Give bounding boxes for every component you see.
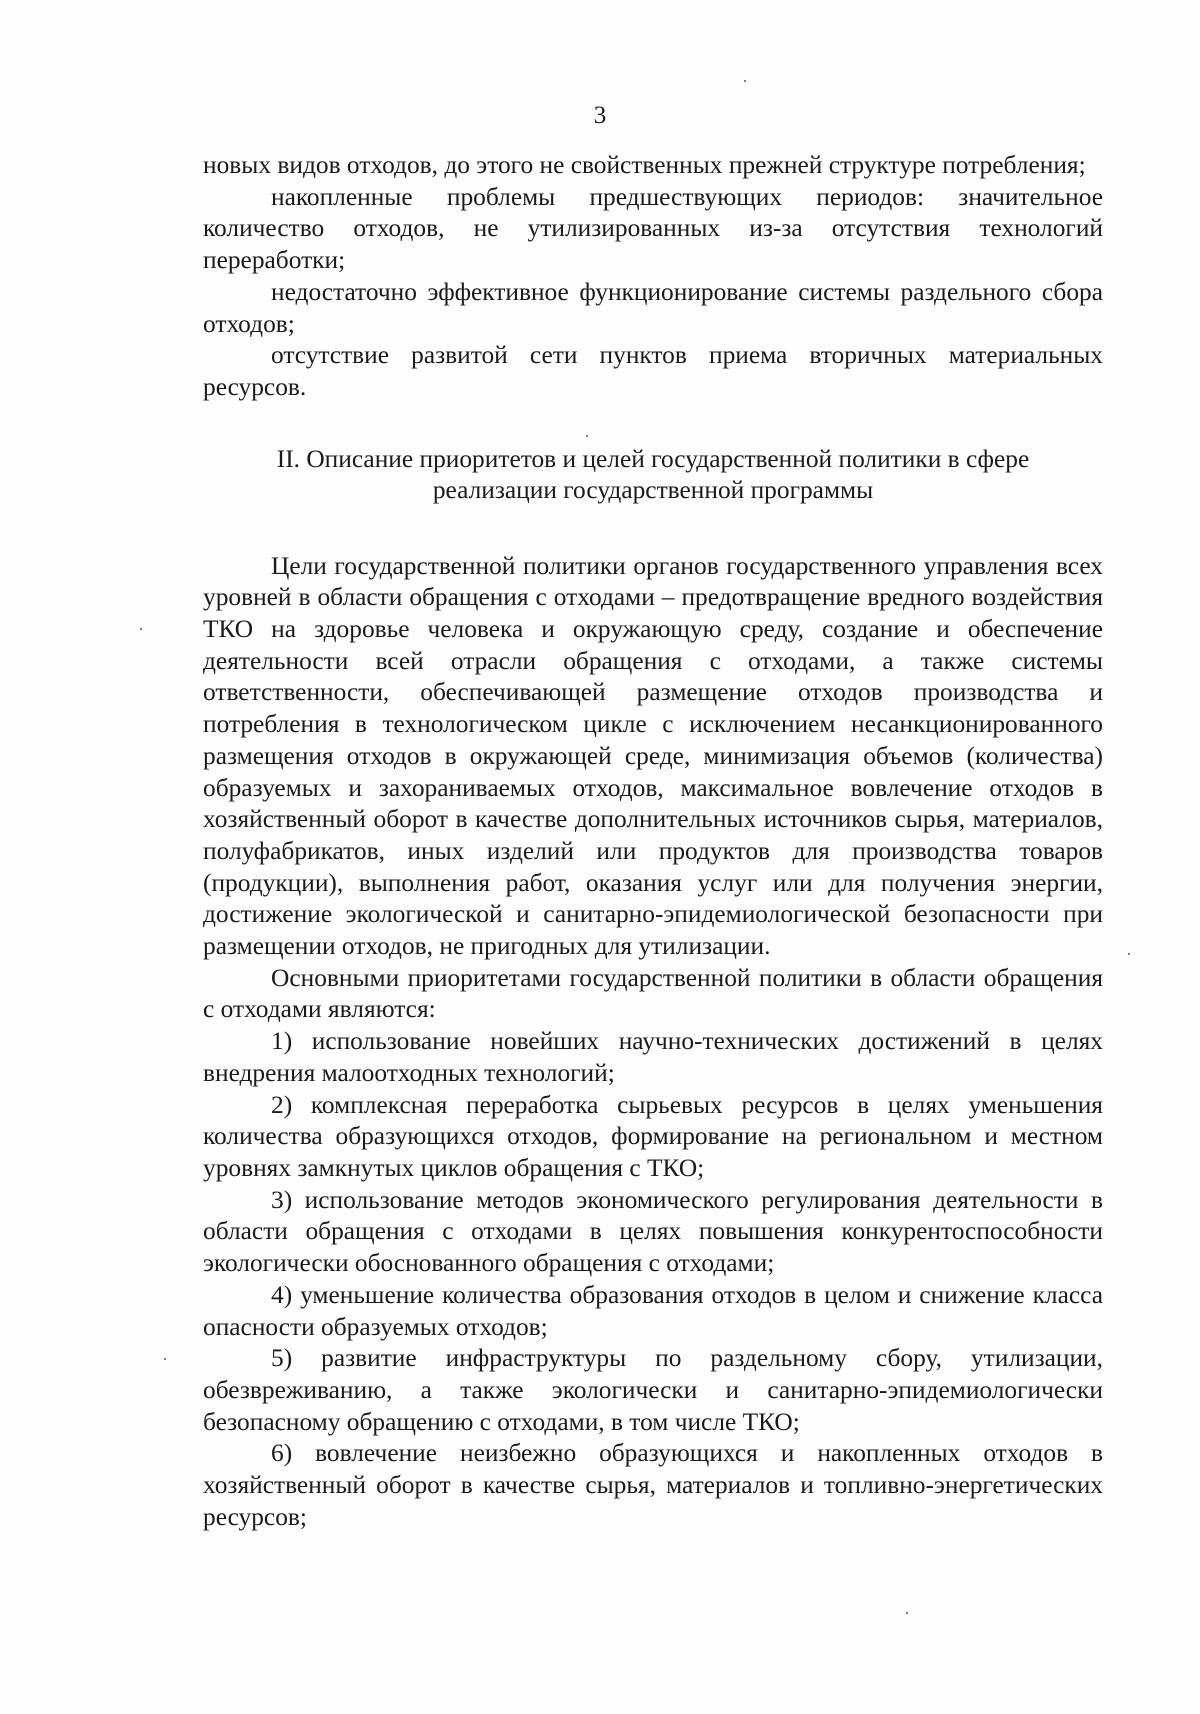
paragraph-accumulated-problems: накопленные проблемы предшествующих периодов: значительное количество отходов, не утилизированных из-за отсутствия технологий переработки; [203, 182, 1103, 275]
paragraph-continued: новых видов отходов, до этого не свойственных прежней структуре потребления; [203, 151, 1086, 179]
section-heading [203, 444, 1103, 507]
priority-item-2: 2) комплексная переработка сырьевых ресурсов в целях уменьшения количества образующихся отходов, формирование на региональном и местном уровнях замкнутых циклов обращения с ТКО; [203, 1090, 1103, 1182]
page-number: 3 [593, 102, 607, 129]
section-heading-line-1: II. Описание приоритетов и целей государственной политики в сфере [276, 444, 1030, 473]
scan-speck [586, 435, 588, 437]
paragraph-collection-points: отсутствие развитой сети пунктов приема вторичных материальных ресурсов. [203, 341, 1103, 401]
paragraph-priorities-intro: Основными приоритетами государственной политики в области обращения с отходами являются: [203, 963, 1103, 1024]
scan-speck [164, 1358, 166, 1360]
priority-item-5: 5) развитие инфраструктуры по раздельному сбору, утилизации, обезвреживанию, а также экологически и санитарно-эпидемиологически безопасному обращению с отходами, в том числе ТКО; [203, 1344, 1103, 1436]
paragraph-policy-goals: Цели государственной политики органов государственного управления всех уровней в области обращения с отходами – предотвращение вредного воздействия ТКО на здоровье человека и окружающую среду, создание и обеспечение деятельности всей отрасли обращения с отходами, а также системы ответственности, обеспечивающей размещение отходов производства и потребления в технологическом цикле с исключением несанкционированного размещения отходов в окружающей среде, минимизация объемов (количества) образуемых и захораниваемых отходов, максимальное вовлечение отходов в хозяйственный оборот в качестве дополнительных источников сырья, материалов, полуфабрикатов, иных изделий или продуктов для производства товаров (продукции), выполнения работ, оказания услуг или для получения энергии, достижение экологической и санитарно-эпидемиологической безопасности при размещении отходов, не пригодных для утилизации. [203, 551, 1103, 961]
priority-item-3: 3) использование методов экономического регулирования деятельности в области обращения с отходами в целях повышения конкурентоспособности экологически обоснованного обращения с отходами; [203, 1185, 1103, 1278]
page-body [203, 150, 1103, 1533]
section-heading-line-2: реализации государственной программы [432, 476, 874, 505]
paragraph-separate-collection: недостаточно эффективное функционирование системы раздельного сбора отходов; [203, 277, 1103, 338]
priority-item-4: 4) уменьшение количества образования отходов в целом и снижение класса опасности образуемых отходов; [203, 1280, 1103, 1341]
priority-item-6: 6) вовлечение неизбежно образующихся и накопленных отходов в хозяйственный оборот в качестве сырья, материалов и топливно-энергетических ресурсов; [203, 1439, 1103, 1531]
scan-speck [906, 1612, 908, 1614]
scan-speck [744, 80, 746, 82]
scan-speck [140, 628, 142, 630]
scan-speck [1128, 953, 1130, 955]
priority-item-1: 1) использование новейших научно-технических достижений в целях внедрения малоотходных технологий; [203, 1027, 1103, 1087]
